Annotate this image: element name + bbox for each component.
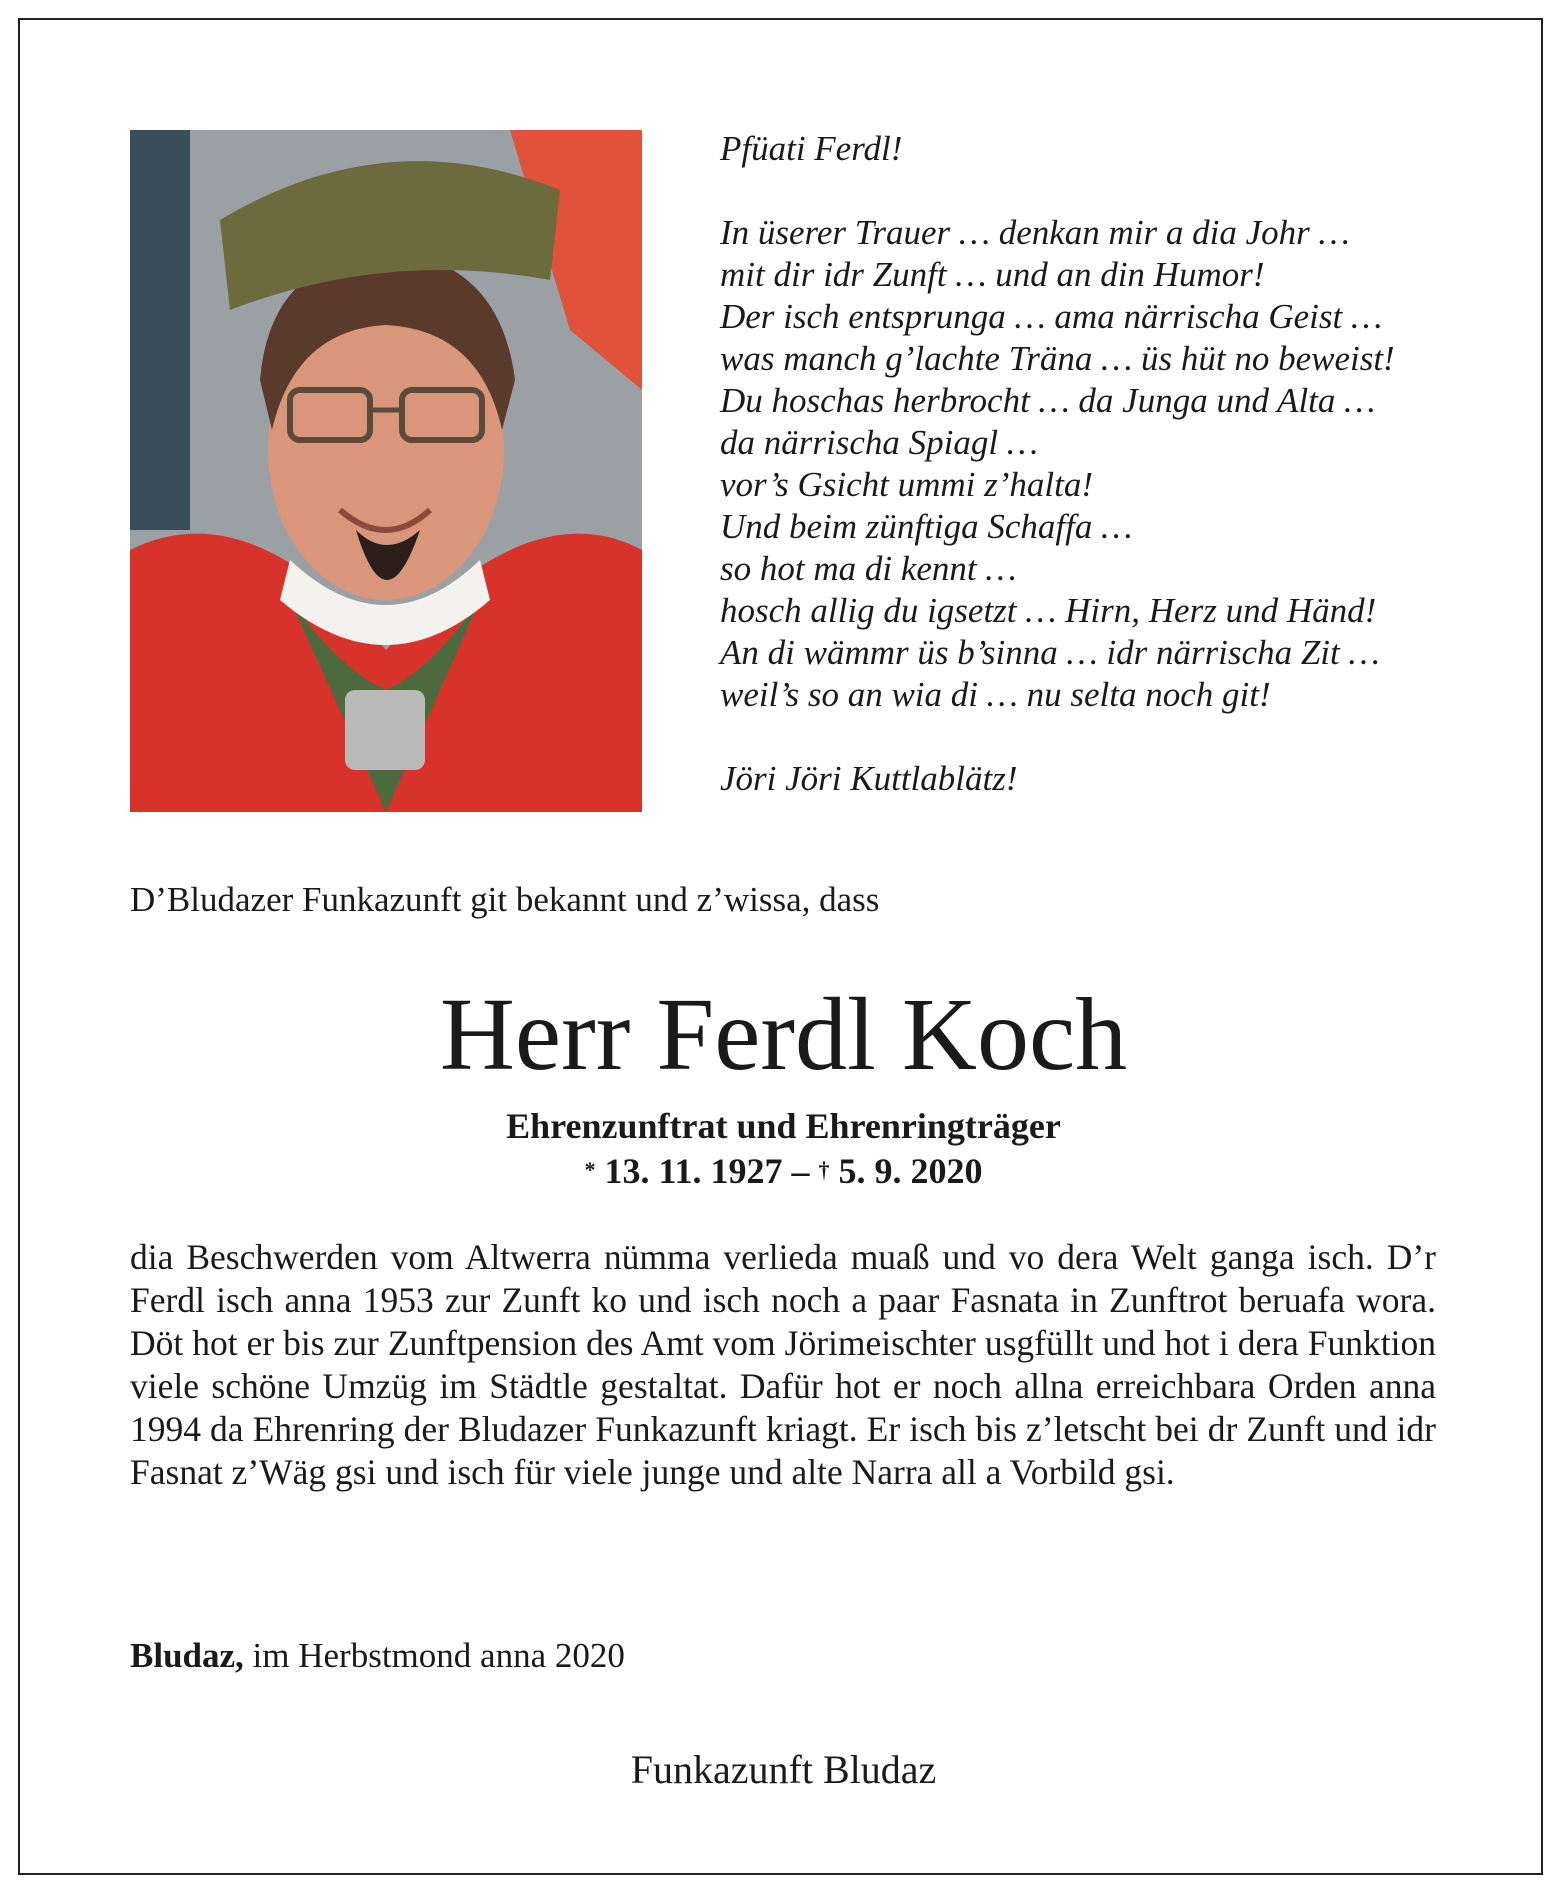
announcement: D’Bludazer Funkazunft git bekannt und z’wissa, dass xyxy=(130,880,880,919)
date-separator: – xyxy=(791,1151,810,1191)
death-symbol: † xyxy=(818,1157,830,1182)
place-city: Bludaz, xyxy=(130,1636,244,1675)
deceased-title: Ehrenzunftrat und Ehrenringträger xyxy=(506,1106,1061,1146)
death-date: 5. 9. 2020 xyxy=(838,1151,983,1191)
poem-line: mit dir idr Zunft … und an din Humor! xyxy=(720,255,1265,294)
poem-lines xyxy=(720,212,1500,716)
poem-line: was manch g’lachte Träna … üs hüt no beweist! xyxy=(720,339,1395,378)
poem-line: weil’s so an wia di … nu selta noch git! xyxy=(720,675,1271,714)
portrait-icon xyxy=(130,130,642,812)
poem-line: so hot ma di kennt … xyxy=(720,549,1017,588)
poem-closing: Jöri Jöri Kuttlablätz! xyxy=(720,759,1018,798)
poem-line: da närrischa Spiagl … xyxy=(720,423,1038,462)
poem-line: In üserer Trauer … denkan mir a dia Johr … xyxy=(720,213,1350,252)
poem-line: An di wämmr üs b’sinna … idr närrischa Zit … xyxy=(720,633,1380,672)
poem-greeting: Pfüati Ferdl! xyxy=(720,129,903,168)
birth-symbol: * xyxy=(584,1157,596,1182)
place-date xyxy=(130,1634,625,1678)
poem-line: Der isch entsprunga … ama närrischa Geist … xyxy=(720,297,1383,336)
poem-line: hosch allig du igsetzt … Hirn, Herz und Händ! xyxy=(720,591,1377,630)
portrait-photo xyxy=(130,130,642,812)
birth-date: 13. 11. 1927 xyxy=(604,1151,783,1191)
poem-line: vor’s Gsicht ummi z’halta! xyxy=(720,465,1094,504)
deceased-name: Herr Ferdl Koch xyxy=(439,977,1128,1092)
poem-line: Und beim zünftiga Schaffa … xyxy=(720,507,1133,546)
signature: Funkazunft Bludaz xyxy=(630,1747,937,1792)
poem-line: Du hoschas herbrocht … da Junga und Alta … xyxy=(720,381,1376,420)
life-dates xyxy=(0,1150,1567,1197)
place-date-text: im Herbstmond anna 2020 xyxy=(252,1636,625,1675)
obituary-text: dia Beschwerden vom Altwerra nümma verlieda muaß und vo dera Welt ganga isch. D’r Ferdl isch anna 1953 zur Zunft ko und isch noch a paar Fasnata in Zunftrot beruafa wora. Döt hot er bis zur Zunftpension des Amt vom Jörimeischter usgfüllt und hot i dera Funktion viele schöne Umzüg im Städtle gestaltat. Dafür hot er noch allna erreichbara Orden anna 1994 da Ehrenring der Bludazer Funkazunft kriagt. Er isch bis z’letscht bei dr Zunft und idr Fasnat z’Wäg gsi und isch für viele junge und alte Narra all a Vorbild gsi. xyxy=(130,1237,1436,1492)
poem xyxy=(720,128,1500,800)
